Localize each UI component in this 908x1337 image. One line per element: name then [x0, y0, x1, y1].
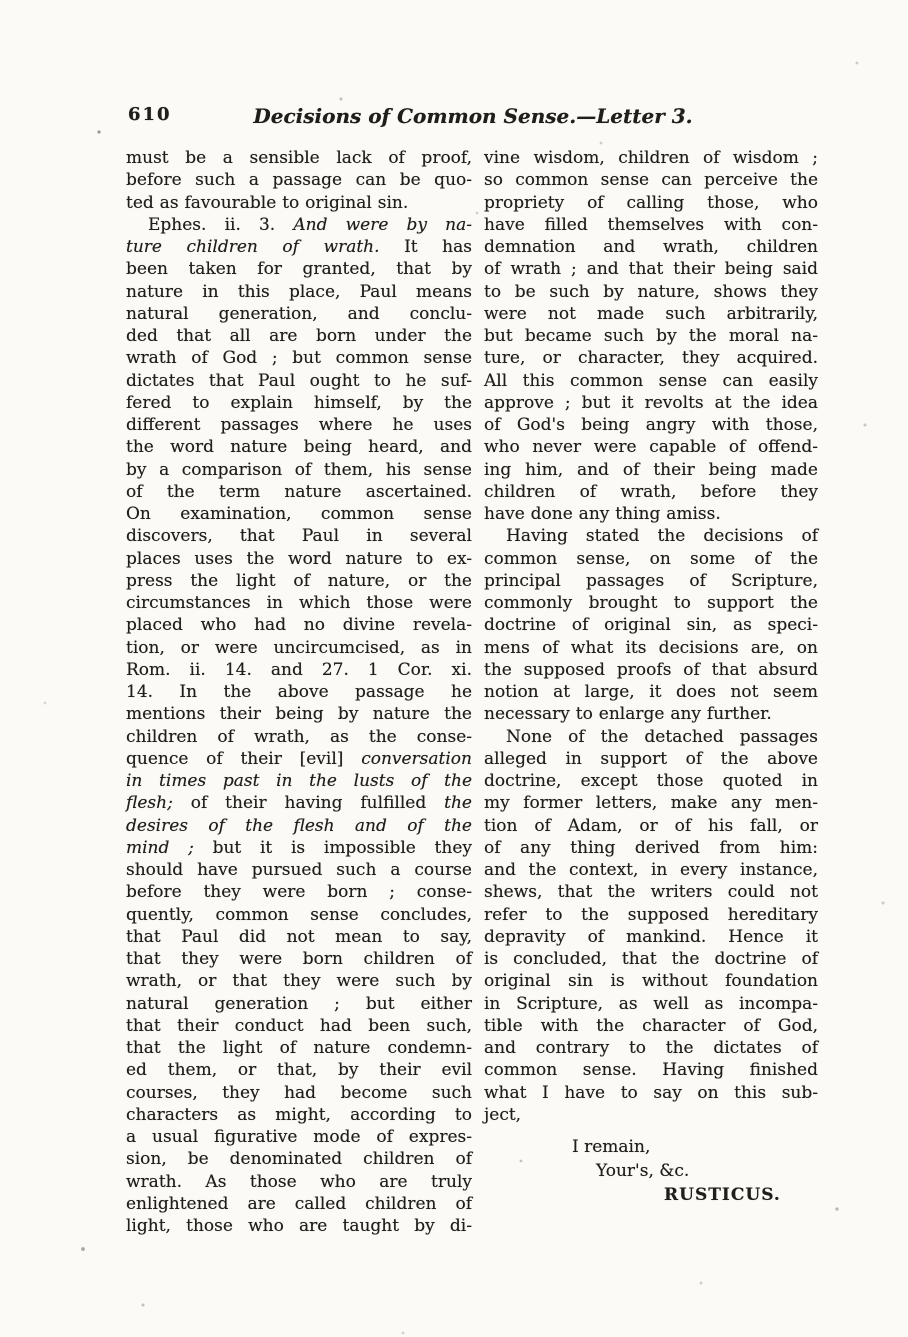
body-text: vine wisdom, children of wisdom ; [484, 148, 818, 168]
text-line [126, 948, 472, 970]
text-line [126, 1126, 472, 1148]
text-line [484, 748, 818, 770]
body-text: shews, that the writers could not [484, 882, 818, 903]
body-text: mens of what its decisions are, on [484, 637, 818, 658]
body-text: before they were born ; conse- [126, 882, 472, 903]
text-line [126, 748, 472, 770]
body-text: of any thing derived from him: [484, 837, 818, 858]
body-text: ded that all are born under the [126, 326, 472, 346]
body-text: alleged in support of the above [484, 748, 818, 769]
text-line [484, 303, 818, 325]
text-line [484, 1059, 818, 1081]
body-text: places uses the word nature to ex- [126, 548, 472, 569]
body-text: None of the detached passages [506, 726, 818, 747]
body-text: wrath of God ; but common sense [126, 348, 472, 369]
body-text: have filled themselves with con- [484, 214, 818, 235]
body-text: must be a sensible lack of proof, [126, 148, 472, 168]
text-columns [126, 147, 818, 1237]
text-line [126, 703, 472, 725]
body-text: doctrine, except those quoted in [484, 771, 818, 791]
body-text: quence of their [evil] [126, 748, 362, 769]
text-line [484, 703, 818, 725]
body-text: the supposed proofs of that absurd [484, 659, 818, 680]
text-line [126, 637, 472, 659]
body-text: of their having fulfilled [172, 793, 445, 814]
text-line [126, 1193, 472, 1215]
italic-text: flesh; [126, 793, 173, 814]
text-line [484, 881, 818, 903]
body-text: of the term nature ascertained. [126, 481, 472, 502]
text-line [126, 414, 472, 436]
body-text: mentions their being by nature the [126, 704, 472, 725]
body-text: common sense. Having finished [484, 1060, 818, 1081]
text-line [126, 1037, 472, 1059]
body-text: fered to explain himself, by the [126, 392, 472, 413]
italic-text: in times past in the lusts of the [126, 771, 472, 791]
text-line [484, 1082, 818, 1104]
body-text: dictates that Paul ought to he suf- [126, 370, 472, 391]
italic-text: the [444, 793, 472, 814]
body-text: characters as might, according to [126, 1104, 472, 1125]
body-text: depravity of mankind. Hence it [484, 926, 818, 947]
text-line [484, 637, 818, 659]
text-line [484, 436, 818, 458]
body-text: placed who had no divine revela- [126, 615, 472, 636]
body-text: ted as favourable to original sin. [126, 192, 409, 213]
text-line [126, 592, 472, 614]
body-text: press the light of nature, or the [126, 570, 472, 591]
body-text: wrath, or that they were such by [126, 971, 472, 992]
text-line [484, 970, 818, 992]
body-text: Ephes. ii. 3. [148, 214, 294, 235]
body-text: ject, [484, 1104, 522, 1125]
text-line [126, 970, 472, 992]
text-line [126, 481, 472, 503]
right-column [484, 147, 818, 1237]
text-line [126, 770, 472, 792]
text-line [126, 325, 472, 347]
text-line [126, 548, 472, 570]
body-text: what I have to say on this sub- [484, 1082, 818, 1103]
body-text: children of wrath, as the conse- [126, 726, 472, 747]
body-text: Having stated the decisions of [506, 526, 818, 547]
text-line [126, 681, 472, 703]
text-line [126, 614, 472, 636]
text-line [126, 1215, 472, 1237]
text-line [484, 770, 818, 792]
text-line [126, 570, 472, 592]
text-line [126, 459, 472, 481]
body-text: is concluded, that the doctrine of [484, 949, 818, 969]
text-line [484, 1037, 818, 1059]
italic-text: mind ; [126, 837, 194, 858]
body-text: principal passages of Scripture, [484, 570, 818, 591]
text-line [126, 904, 472, 926]
text-line [484, 815, 818, 837]
text-line [484, 459, 818, 481]
body-text: circumstances in which those were [126, 593, 472, 613]
scan-speckles [0, 0, 2, 2]
body-text: Rom. ii. 14. and 27. 1 Cor. xi. [126, 659, 472, 680]
text-line [484, 859, 818, 881]
text-line [126, 236, 472, 258]
body-text: light, those who are taught by di- [126, 1216, 472, 1236]
body-text: in Scripture, as well as incompa- [484, 993, 818, 1014]
body-text: natural generation, and conclu- [126, 303, 472, 324]
text-line [126, 792, 472, 814]
text-line [126, 525, 472, 547]
body-text: commonly brought to support the [484, 593, 818, 613]
body-text: demnation and wrath, children [484, 237, 818, 257]
body-text: On examination, common sense [126, 504, 472, 524]
text-line [484, 570, 818, 592]
text-line [126, 392, 472, 414]
text-line [126, 659, 472, 681]
text-line [126, 258, 472, 280]
body-text: by a comparison of them, his sense [126, 459, 472, 480]
body-text: been taken for granted, that by [126, 259, 472, 280]
body-text: courses, they had become such [126, 1082, 472, 1103]
body-text: so common sense can perceive the [484, 170, 818, 191]
body-text: quently, common sense concludes, [126, 904, 472, 925]
body-text: my former letters, make any men- [484, 793, 818, 814]
text-line [126, 1104, 472, 1126]
text-line [484, 281, 818, 303]
text-line [126, 993, 472, 1015]
body-text: ture, or character, they acquired. [484, 348, 818, 369]
body-text: ed them, or that, by their evil [126, 1060, 472, 1081]
text-line [484, 726, 818, 748]
body-text: should have pursued such a course [126, 860, 472, 880]
text-line [484, 370, 818, 392]
body-text: natural generation ; but either [126, 993, 472, 1014]
body-text: were not made such arbitrarily, [484, 303, 818, 324]
text-line [484, 503, 818, 525]
text-line [126, 726, 472, 748]
body-text: who never were capable of offend- [484, 437, 818, 458]
text-line [126, 192, 472, 214]
text-line [484, 147, 818, 169]
text-line [484, 1015, 818, 1037]
page-number: 610 [128, 104, 172, 125]
text-line [126, 436, 472, 458]
body-text: of wrath ; and that their being said [484, 259, 818, 280]
text-line [126, 1148, 472, 1170]
text-line [126, 147, 472, 169]
text-line [484, 481, 818, 503]
text-line [126, 1082, 472, 1104]
body-text: before such a passage can be quo- [126, 170, 472, 191]
text-line [126, 881, 472, 903]
body-text: approve ; but it revolts at the idea [484, 392, 818, 413]
text-line [484, 592, 818, 614]
body-text: necessary to enlarge any further. [484, 704, 772, 725]
body-text: common sense, on some of the [484, 548, 818, 569]
body-text: that the light of nature condemn- [126, 1038, 472, 1058]
body-text: refer to the supposed hereditary [484, 904, 818, 925]
page-title: Decisions of Common Sense.—Letter 3. [253, 104, 693, 128]
text-line [484, 681, 818, 703]
body-text: of God's being angry with those, [484, 415, 818, 435]
text-line [484, 659, 818, 681]
text-line [484, 258, 818, 280]
body-text: children of wrath, before they [484, 481, 818, 502]
body-text: ing him, and of their being made [484, 459, 818, 480]
text-line [484, 993, 818, 1015]
body-text: All this common sense can easily [484, 370, 818, 391]
body-text: 14. In the above passage he [126, 682, 472, 702]
italic-text: conversation [361, 748, 472, 769]
body-text: doctrine of original sin, as speci- [484, 615, 818, 636]
text-line [126, 1015, 472, 1037]
text-line [484, 904, 818, 926]
body-text: nature in this place, Paul means [126, 281, 472, 302]
body-text: enlightened are called children of [126, 1193, 472, 1214]
closing-line-2: Your's, &c. [596, 1161, 690, 1181]
text-line [126, 347, 472, 369]
text-line [484, 236, 818, 258]
text-line [484, 548, 818, 570]
body-text: to be such by nature, shows they [484, 281, 818, 302]
text-line [484, 1104, 818, 1126]
body-text: that they were born children of [126, 949, 472, 969]
body-text: but became such by the moral na- [484, 326, 818, 346]
italic-text: ture children of wrath. [126, 237, 380, 257]
body-text: sion, be denominated children of [126, 1149, 472, 1170]
text-line [484, 926, 818, 948]
text-line [126, 815, 472, 837]
body-text: discovers, that Paul in several [126, 526, 472, 547]
text-line [484, 525, 818, 547]
text-line [484, 214, 818, 236]
text-line [484, 614, 818, 636]
text-line [126, 837, 472, 859]
body-text: different passages where he uses [126, 415, 472, 435]
signature: RUSTICUS. [664, 1185, 781, 1205]
text-line [484, 169, 818, 191]
text-line [126, 303, 472, 325]
body-text: original sin is without foundation [484, 971, 818, 992]
left-column [126, 147, 472, 1237]
text-line [484, 948, 818, 970]
body-text: and contrary to the dictates of [484, 1038, 818, 1058]
body-text: tion, or were uncircumcised, as in [126, 637, 472, 658]
text-line [126, 503, 472, 525]
body-text: It has [379, 237, 472, 257]
body-text: the word nature being heard, and [126, 437, 472, 458]
closing-line-1: I remain, [572, 1137, 651, 1157]
text-line [484, 392, 818, 414]
body-text: that their conduct had been such, [126, 1015, 472, 1036]
body-text: that Paul did not mean to say, [126, 926, 472, 947]
text-line [126, 281, 472, 303]
text-line [126, 1059, 472, 1081]
body-text: wrath. As those who are truly [126, 1171, 472, 1192]
italic-text: desires of the flesh and of the [126, 815, 472, 836]
text-line [126, 859, 472, 881]
text-line [126, 214, 472, 236]
body-text: a usual figurative mode of expres- [126, 1127, 472, 1147]
body-text: tible with the character of God, [484, 1015, 818, 1036]
text-line [126, 169, 472, 191]
text-line [484, 414, 818, 436]
text-line [126, 926, 472, 948]
text-line [484, 837, 818, 859]
page-header [128, 104, 818, 136]
text-line [126, 1171, 472, 1193]
body-text: but it is impossible they [193, 837, 472, 858]
closing-block [484, 1135, 818, 1207]
text-line [484, 192, 818, 214]
body-text: propriety of calling those, who [484, 192, 818, 213]
text-line [484, 347, 818, 369]
text-line [484, 325, 818, 347]
body-text: notion at large, it does not seem [484, 682, 818, 702]
body-text: have done any thing amiss. [484, 504, 721, 524]
body-text: and the context, in every instance, [484, 860, 818, 880]
body-text: tion of Adam, or of his fall, or [484, 815, 818, 836]
text-line [484, 792, 818, 814]
italic-text: And were by na- [293, 214, 473, 235]
text-line [126, 370, 472, 392]
